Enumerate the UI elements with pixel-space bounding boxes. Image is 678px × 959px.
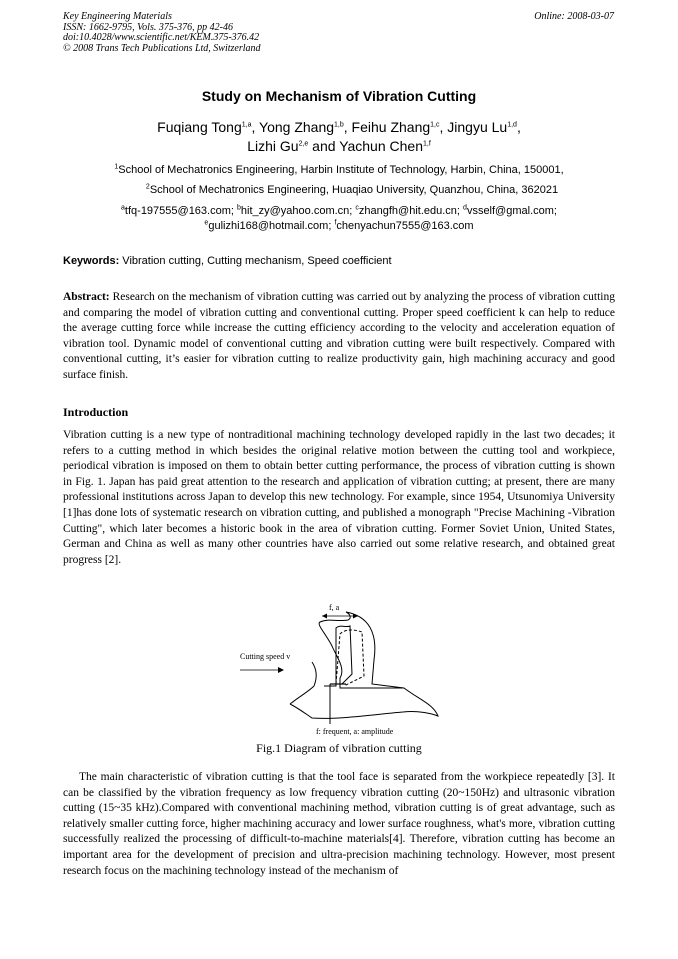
- online-date: Online: 2008-03-07: [534, 11, 614, 22]
- email-sup: c: [355, 204, 359, 212]
- author-sup: 1,c: [430, 121, 440, 129]
- author-sup: 1,d: [507, 121, 517, 129]
- workpiece-left-edge: [290, 662, 316, 704]
- affiliation-text: School of Mechatronics Engineering, Harbin Institute of Technology, Harbin, China, 150001,: [118, 164, 564, 176]
- label-frequency-amplitude: f, a: [329, 603, 340, 612]
- journal-copyright: © 2008 Trans Tech Publications Ltd, Switzerland: [63, 42, 261, 54]
- author-sup: 1,f: [423, 140, 431, 148]
- author-sep: ,: [343, 119, 352, 135]
- author-sep: ,: [439, 119, 448, 135]
- email: tfq-197555@163.com;: [124, 205, 237, 217]
- author-name: Jingyu Lu: [447, 119, 508, 135]
- email-sup: f: [334, 219, 337, 227]
- abstract: [63, 290, 615, 384]
- cutting-tool: [324, 626, 352, 686]
- affiliation-2: [0, 184, 678, 196]
- author-line-1: [0, 118, 678, 137]
- vibration-cutting-diagram: [228, 596, 458, 740]
- email-sup: b: [237, 204, 241, 212]
- amplitude-arrowhead-left: [322, 614, 327, 619]
- email: vsself@gmal.com;: [466, 205, 557, 217]
- email-sup: d: [463, 204, 467, 212]
- figure-caption: Fig.1 Diagram of vibration cutting: [256, 741, 422, 755]
- email-line-1: [0, 204, 678, 219]
- journal-name: Key Engineering Materials: [63, 11, 172, 22]
- author-sup: 1,a: [241, 121, 252, 129]
- affiliation-1: [0, 164, 678, 176]
- affiliation-sup: 1: [114, 163, 119, 171]
- keywords-label: Keywords:: [63, 255, 120, 267]
- cutting-speed-arrowhead: [278, 667, 284, 673]
- email: gulizhi168@hotmail.com;: [208, 220, 335, 232]
- author-sup: 1,b: [334, 121, 344, 129]
- paper-title: Study on Mechanism of Vibration Cutting: [201, 88, 477, 104]
- email-sup: e: [204, 219, 209, 227]
- journal-header: [63, 12, 261, 54]
- journal-issn: ISSN: 1662-9795, Vols. 375-376, pp 42-46: [63, 21, 233, 33]
- figure-vibration-cutting: [228, 596, 458, 740]
- email: chenyachun7555@163.com: [336, 220, 474, 232]
- introduction-paragraph-1: Vibration cutting is a new type of nontraditional machining technology developed rapidly in the last two decades; it refers to a cutting method in which besides the original relative motion between the cutting tool and workpiece, periodical vibration is imposed on them to obtain better cutting performance, the process of vibration cutting is shown in Fig. 1. Japan has paid great attention to the research and application of vibration cutting; at present, there are many professional institutions across Japan to develop this new technology. For example, since 1954, Utsunomiya University [1]has done lots of systematic research on vibration cutting, and published a monograph "Precise Machining -Vibration Cutting", which later becomes a historic book in the area of vibration cutting. Former Soviet Union, United States, German and China as well as many other countries have also carried out some relative research, and obtained great progress [2].: [63, 429, 615, 566]
- email-line-2: [0, 219, 678, 234]
- keywords-text: Vibration cutting, Cutting mechanism, Speed coefficient: [119, 255, 392, 267]
- label-legend-note: f: frequent, a: amplitude: [316, 727, 394, 736]
- affiliation-sup: 2: [145, 183, 150, 191]
- journal-doi: doi:10.4028/www.scientific.net/KEM.375-376.42: [63, 32, 260, 43]
- section-heading-introduction: Introduction: [63, 405, 129, 419]
- email-sup: a: [121, 204, 125, 212]
- author-list: [0, 118, 678, 156]
- author-sep: ,: [516, 119, 521, 135]
- author-name: Yong Zhang: [259, 119, 335, 135]
- email: hit_zy@yahoo.com.cn;: [240, 205, 356, 217]
- author-name: Lizhi Gu: [247, 138, 299, 154]
- email-list: [0, 204, 678, 234]
- introduction-paragraph-2: The main characteristic of vibration cutting is that the tool face is separated from the workpiece repeatedly [3]. It can be classified by the vibration frequency as low frequency vibration cutting (20~150Hz) and ultrasonic vibration cutting (15~35 kHz).Compared with conventional machining method, vibration cutting is of great advantage, such as relatively smaller cutting force, higher machining accuracy and lower surface roughness, what's more, vibration cutting successfully realized the processing of difficult-to-machine materials[4]. Therefore, vibration cutting has become an important area for the development of precision and ultra-precision machining technology. However, most present research focus on the machining technology instead of the mechanism of: [63, 771, 615, 877]
- author-name: Yachun Chen: [339, 138, 423, 154]
- label-cutting-speed: Cutting speed v: [240, 652, 291, 661]
- keywords: [63, 255, 615, 267]
- abstract-text: Research on the mechanism of vibration cutting was carried out by analyzing the process of vibration cutting and comparing the model of vibration cutting and conventional cutting. Proper speed coefficient k can help to reduce the average cutting force while increase the cutting efficiency according to the velocity and acceleration equation of vibration tool. Dynamic model of conventional cutting and vibration cutting were built respectively. Compared with conventional cutting, it’s easier for vibration cutting to realize productivity gain, high machining accuracy and good surface finish.: [63, 291, 615, 381]
- affiliation-text: School of Mechatronics Engineering, Huaqiao University, Quanzhou, China, 362021: [149, 184, 559, 196]
- author-name: Feihu Zhang: [351, 119, 431, 135]
- abstract-label: Abstract:: [63, 291, 110, 303]
- author-line-2: [0, 137, 678, 156]
- email: zhangfh@hit.edu.cn;: [358, 205, 464, 217]
- author-sep: ,: [251, 119, 260, 135]
- author-sup: 2,e: [298, 140, 309, 148]
- author-name: Fuqiang Tong: [157, 119, 242, 135]
- author-sep: and: [308, 138, 340, 154]
